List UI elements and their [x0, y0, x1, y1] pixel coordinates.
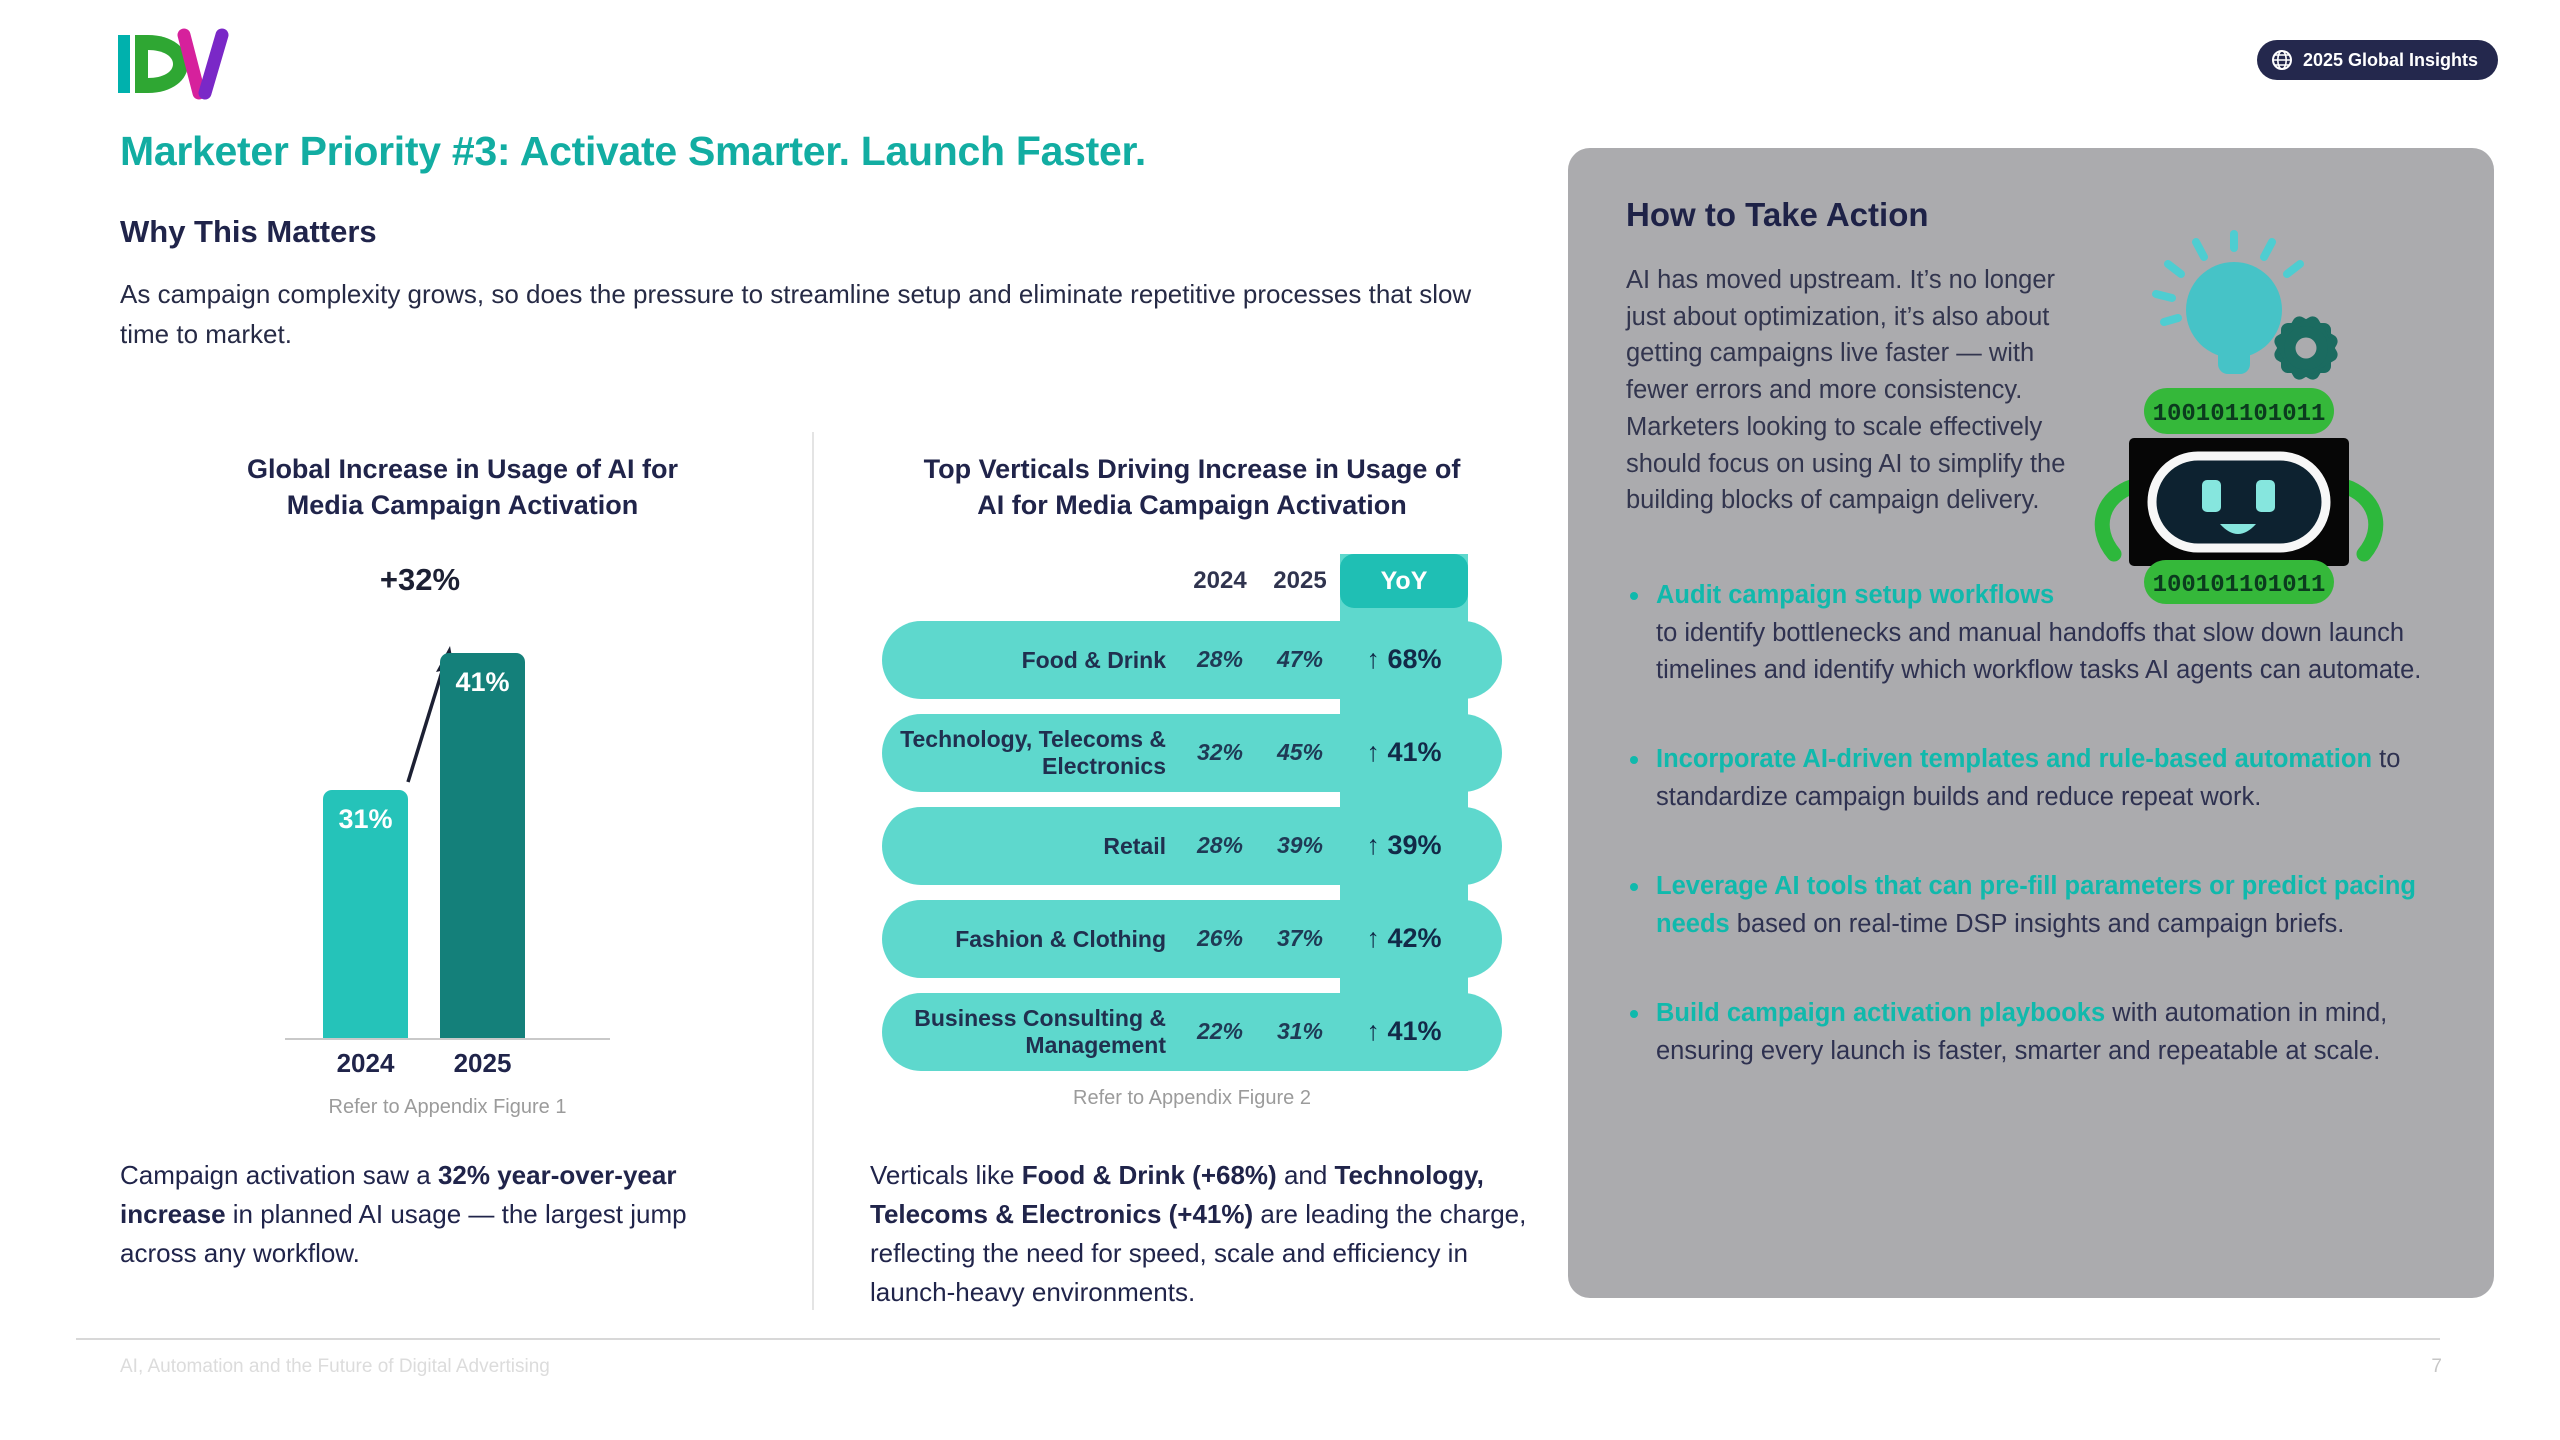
vertical-label: Business Consulting & Management — [914, 1005, 1166, 1058]
chart-top-verticals — [882, 452, 1502, 1110]
col-header-2025: 2025 — [1273, 566, 1327, 594]
logo-bar — [118, 35, 130, 93]
robot-head — [2129, 438, 2349, 566]
dv-logo — [118, 28, 230, 100]
appendix-ref-1: Refer to Appendix Figure 1 — [328, 1095, 567, 1118]
binary-band-top — [2144, 388, 2334, 434]
text-segment: Food & Drink (+68%) — [1021, 1160, 1277, 1190]
value-2025: 45% — [1276, 739, 1324, 766]
footer-title: AI, Automation and the Future of Digital Advertising — [120, 1356, 550, 1377]
verticals-table — [882, 554, 1502, 1071]
bullet-dot-icon — [1630, 756, 1638, 764]
binary-text-top: 100101101011 — [2152, 401, 2326, 428]
page-number: 7 — [2431, 1356, 2442, 1377]
bullet-dot-icon — [1630, 592, 1638, 600]
vertical-label: Technology, Telecoms & Electronics — [900, 726, 1166, 779]
insight-mid — [870, 1156, 1550, 1312]
binary-text-bottom: 100101101011 — [2152, 572, 2326, 599]
action-bullet-1 — [1626, 577, 2436, 689]
bullet-dot-icon — [1630, 883, 1638, 891]
value-yoy: ↑ 41% — [1366, 737, 1442, 768]
text-segment: in planned AI usage — the largest jump across any workflow. — [120, 1199, 687, 1268]
bar-2025-value: 41% — [455, 666, 510, 697]
value-2024: 28% — [1196, 832, 1244, 859]
vertical-row-business-consulting-management — [882, 993, 1502, 1071]
chart-title-verticals: Top Verticals Driving Increase in Usage of AI for Media Campaign Activation — [923, 454, 1461, 520]
robot-eye-left — [2202, 480, 2221, 512]
value-yoy: ↑ 41% — [1366, 1016, 1442, 1047]
why-this-matters-heading: Why This Matters — [120, 214, 377, 249]
delta-label: +32% — [379, 561, 461, 597]
action-bullet-4 — [1626, 995, 2436, 1070]
badge-label: 2025 Global Insights — [2302, 49, 2478, 70]
table-rows — [882, 621, 1502, 1071]
intro-paragraph: As campaign complexity grows, so does the pressure to streamline setup and eliminate repetitive processes that slow time to market. — [120, 279, 1472, 350]
logo-v-right — [205, 35, 222, 93]
value-yoy: ↑ 68% — [1366, 644, 1442, 675]
vertical-row-technology-telecoms-electronics — [882, 714, 1502, 792]
value-2024: 28% — [1196, 646, 1244, 673]
action-title: How to Take Action — [1626, 196, 1929, 233]
table-header-row — [882, 554, 1502, 608]
global-insights-badge — [2257, 40, 2498, 80]
robot-eye-right — [2256, 480, 2275, 512]
bullet-rest: to standardize campaign builds and reduce repeat work. — [1656, 745, 2401, 811]
vertical-label: Food & Drink — [1021, 646, 1166, 673]
vertical-row-fashion-clothing — [882, 900, 1502, 978]
bullet-rest: based on real-time DSP insights and campaign briefs. — [1729, 909, 2345, 938]
vertical-row-food-drink — [882, 621, 1502, 699]
text-segment: Campaign activation saw a — [120, 1160, 438, 1190]
col-header-2024: 2024 — [1193, 566, 1247, 594]
value-2025: 31% — [1276, 1018, 1324, 1045]
bar-2024-value: 31% — [338, 803, 393, 834]
action-bullet-2 — [1626, 741, 2436, 816]
value-2024: 22% — [1196, 1018, 1244, 1045]
bullet-lead: Incorporate AI-driven templates and rule-based automation — [1656, 745, 2373, 774]
page-title: Marketer Priority #3: Activate Smarter. Launch Faster. — [120, 128, 1146, 174]
vertical-label: Retail — [1103, 832, 1166, 859]
x-label-2024: 2024 — [336, 1047, 395, 1078]
text-segment: and — [1276, 1160, 1335, 1190]
logo-v-left — [184, 35, 199, 93]
value-yoy: ↑ 39% — [1366, 830, 1442, 861]
text-segment: are leading the charge, reflecting the need for speed, scale and efficiency in launch-heavy environments. — [870, 1199, 1527, 1307]
footer-divider — [76, 1338, 2440, 1340]
gear-icon — [2272, 314, 2340, 382]
chart-global-increase — [150, 452, 775, 1119]
robot-illustration — [2084, 230, 2394, 604]
vertical-label: Fashion & Clothing — [955, 925, 1166, 952]
bar-2024 — [323, 790, 408, 1038]
vertical-row-retail — [882, 807, 1502, 885]
value-2025: 37% — [1276, 925, 1324, 952]
text-segment: Technology, Telecoms & Electronics (+41%) — [870, 1160, 1484, 1229]
bullet-rest: to identify bottlenecks and manual handoffs that slow down launch timelines and identify which workflow tasks AI agents can automate. — [1656, 618, 2422, 684]
col-header-yoy: YoY — [1340, 554, 1468, 608]
chart-title-global: Global Increase in Usage of AI for Media Campaign Activation — [246, 454, 679, 520]
value-2024: 32% — [1196, 739, 1244, 766]
bar-chart-area — [150, 561, 775, 1040]
how-to-take-action-panel — [1568, 148, 2494, 1298]
vertical-divider — [812, 432, 814, 1310]
text-segment: Verticals like — [870, 1160, 1022, 1190]
bullet-lead: Build campaign activation playbooks — [1656, 999, 2106, 1028]
bullet-lead: Audit campaign setup workflows — [1656, 581, 2055, 610]
appendix-ref-2: Refer to Appendix Figure 2 — [1073, 1086, 1311, 1109]
bullet-dot-icon — [1630, 1010, 1638, 1018]
value-yoy: ↑ 42% — [1366, 923, 1442, 954]
text-segment: 32% year-over-year increase — [120, 1160, 677, 1229]
value-2025: 39% — [1276, 832, 1324, 859]
insight-left — [120, 1156, 740, 1273]
value-2024: 26% — [1196, 925, 1244, 952]
bar-2025 — [440, 653, 525, 1038]
globe-icon — [2270, 48, 2294, 72]
x-label-2025: 2025 — [453, 1047, 512, 1078]
action-bullets — [1626, 577, 2436, 1070]
bullet-rest: with automation in mind, ensuring every launch is faster, smarter and repeatable at scale. — [1656, 999, 2388, 1065]
bullet-lead: Leverage AI tools that can pre-fill parameters or predict pacing needs — [1656, 872, 2417, 938]
action-intro: AI has moved upstream. It’s no longer just about optimization, it’s also about getting campaigns live faster — with fewer errors and more consistency. Marketers looking to scale effectively should focus on using AI to simplify the building blocks of campaign delivery. — [1626, 266, 2066, 515]
lightbulb-icon — [2186, 262, 2282, 374]
action-bullet-3 — [1626, 868, 2436, 943]
x-axis-line — [285, 1038, 610, 1040]
value-2025: 47% — [1276, 646, 1324, 673]
x-axis-labels — [150, 1048, 775, 1082]
